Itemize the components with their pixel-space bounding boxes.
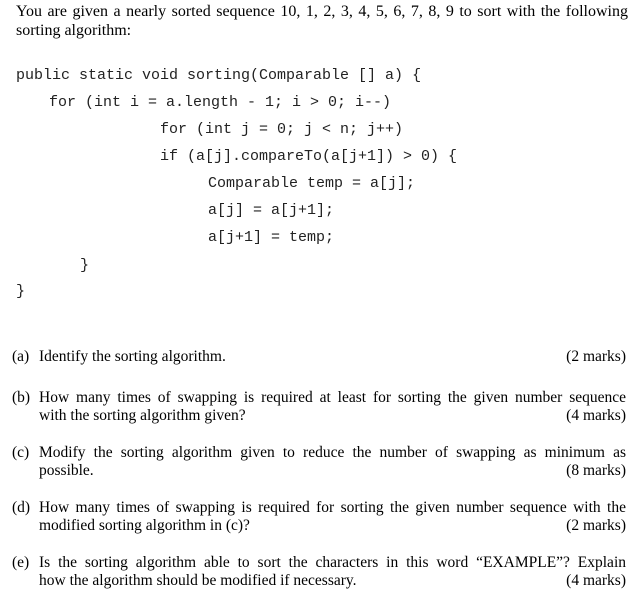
code-line-close-if: } [80, 257, 90, 274]
question-d-line-1: How many times of swapping is required for sorting the given number sequence with the [39, 499, 626, 516]
question-b-line-1: How many times of swapping is required at least for sorting the given number sequence [39, 389, 626, 406]
question-c-line-2: possible. [39, 462, 94, 479]
question-d-line-2: modified sorting algorithm in (c)? [39, 517, 250, 534]
question-b [12, 389, 626, 427]
question-c-marks: (8 marks) [566, 462, 626, 479]
question-a-marks: (2 marks) [566, 348, 626, 365]
code-line-outer-loop: for (int i = a.length - 1; i > 0; i--) [49, 94, 392, 111]
question-c [12, 444, 626, 482]
code-line-inner-loop: for (int j = 0; j < n; j++) [160, 121, 404, 138]
question-d [12, 499, 626, 537]
intro-line-2: sorting algorithm: [16, 22, 132, 39]
intro-line-1: You are given a nearly sorted sequence 10, 1, 2, 3, 4, 5, 6, 7, 8, 9 to sort with the following [16, 3, 628, 20]
code-line-method-signature: public static void sorting(Comparable [] a) { [16, 67, 422, 84]
code-line-if-compare: if (a[j].compareTo(a[j+1]) > 0) { [160, 148, 458, 165]
question-d-label: (d) [12, 499, 31, 516]
question-a-text: Identify the sorting algorithm. [39, 348, 226, 365]
question-e-label: (e) [12, 554, 30, 571]
question-b-marks: (4 marks) [566, 407, 626, 424]
code-line-swap-assign: a[j] = a[j+1]; [208, 202, 335, 219]
question-d-marks: (2 marks) [566, 517, 626, 534]
question-e-line-1: Is the sorting algorithm able to sort the characters in this word “EXAMPLE”? Explain [39, 554, 626, 571]
code-line-temp-assign: Comparable temp = a[j]; [208, 175, 416, 192]
question-b-line-2: with the sorting algorithm given? [39, 407, 246, 424]
question-e-line-2: how the algorithm should be modified if necessary. [39, 572, 357, 589]
code-line-close-method: } [16, 283, 26, 300]
code-line-temp-restore: a[j+1] = temp; [208, 229, 335, 246]
question-c-label: (c) [12, 444, 30, 461]
question-a-label: (a) [12, 348, 30, 365]
question-c-line-1: Modify the sorting algorithm given to reduce the number of swapping as minimum as [39, 444, 626, 461]
question-b-label: (b) [12, 389, 31, 406]
question-a [12, 348, 626, 368]
question-e-marks: (4 marks) [566, 572, 626, 589]
question-intro [16, 2, 628, 40]
question-e [12, 554, 626, 592]
